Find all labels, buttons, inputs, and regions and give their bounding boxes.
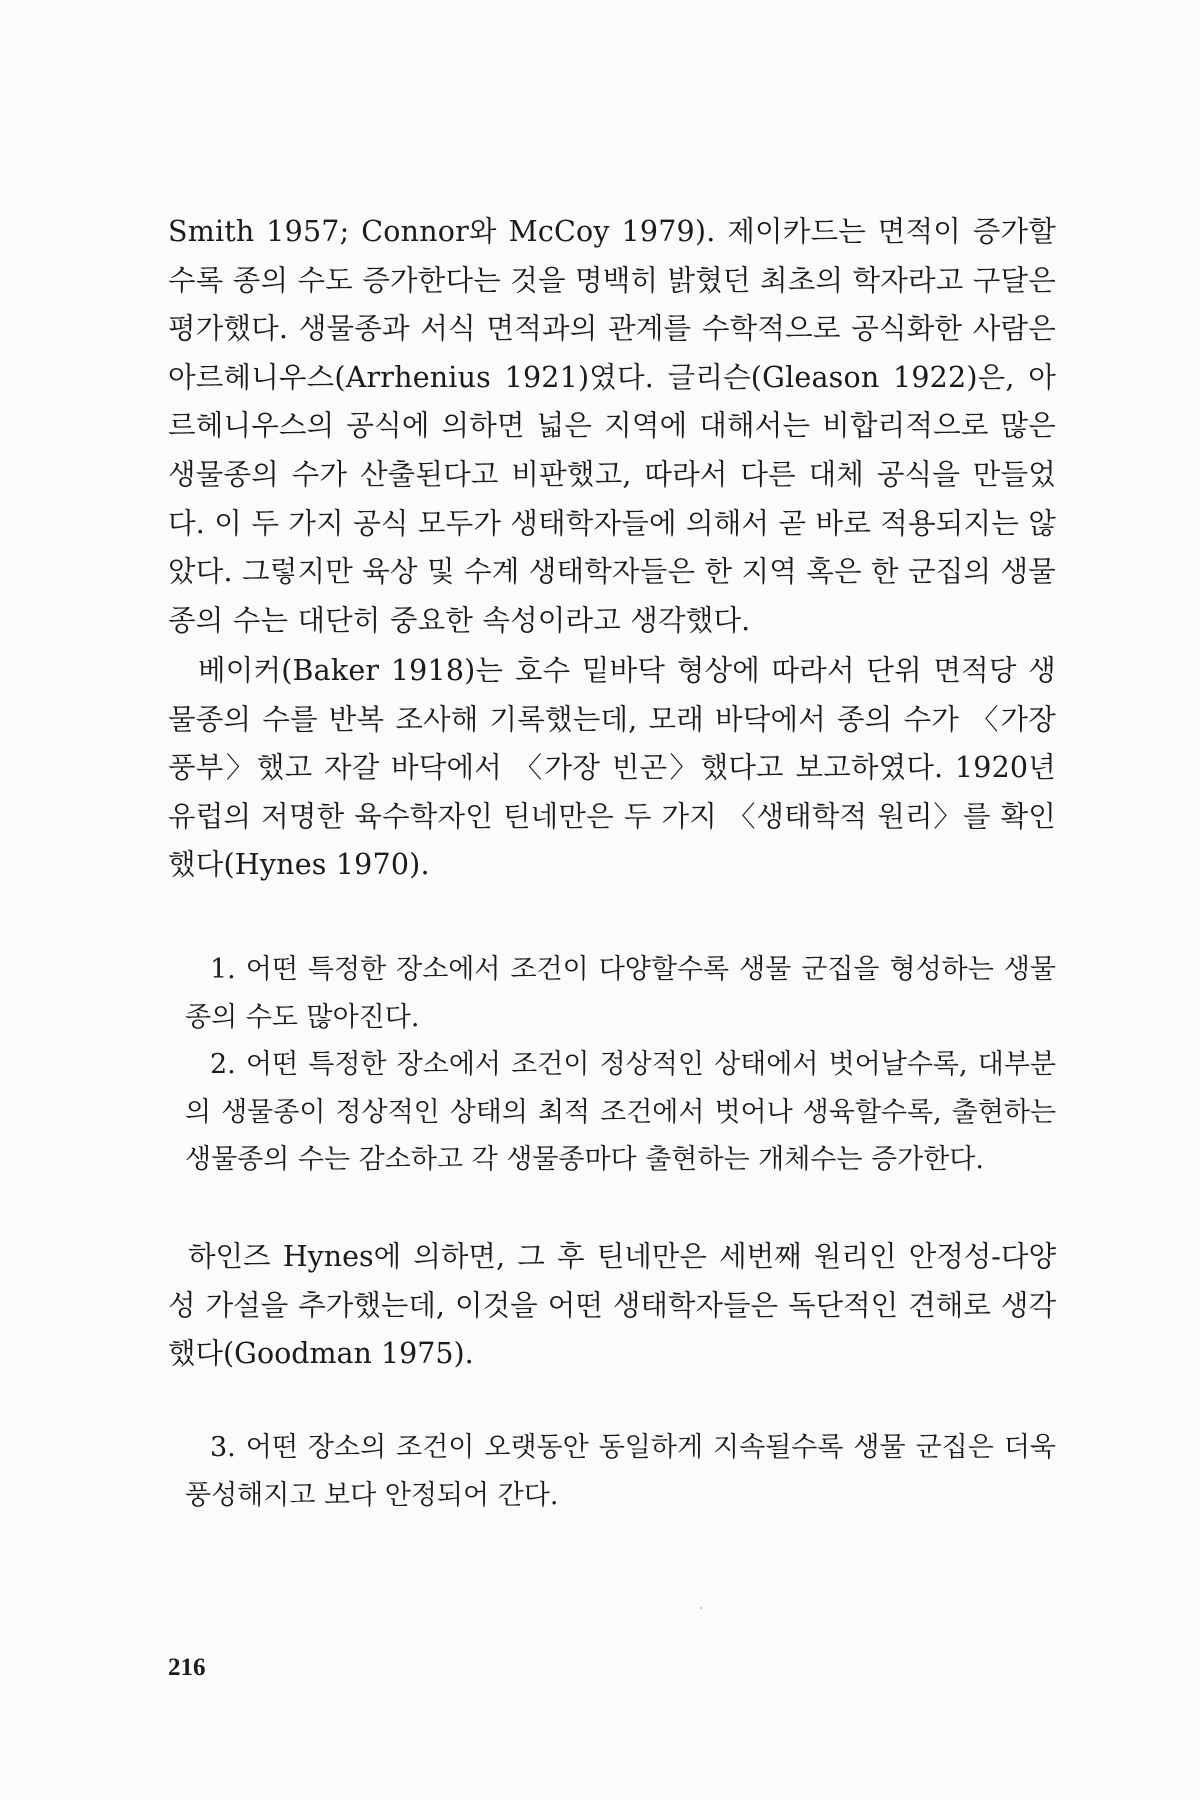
paragraph-1-text: Smith 1957; Connor와 McCoy 1979). 제이카드는 면적이 증가할수록 종의 수도 증가한다는 것을 명백히 밝혔던 최초의 학자라고 구달은 평가했다. 생물종과 서식 면적과의 관계를 수학적으로 공식화한 사람은 아르헤니우스(Arrhenius 1921)였다. 글리슨(Gleason 1922)은, 아르헤니우스의 공식에 의하면 넓은 지역에 대해서는 비합리적으로 많은 생물종의 수가 산출된다고 비판했고, 따라서 다른 대체 공식을 만들었다. 이 두 가지 공식 모두가 생태학자들에 의해서 곧 바로 적용되지는 않았다. 그렇지만 육상 및 수계 생태학자들은 한 지역 혹은 한 군집의 생물종의 수는 대단히 중요한 속성이라고 생각했다.	[168, 215, 1056, 637]
principles-list-2	[185, 1424, 1056, 1519]
page-number: 216	[168, 1654, 206, 1681]
list-item-1: 1. 어떤 특정한 장소에서 조건이 다양할수록 생물 군집을 형성하는 생물종의 수도 많아진다.	[185, 954, 1056, 1033]
list-item-3: 3. 어떤 장소의 조건이 오랫동안 동일하게 지속될수록 생물 군집은 더욱 풍성해지고 보다 안정되어 간다.	[185, 1432, 1056, 1511]
paragraph-2-text: 베이커(Baker 1918)는 호수 밑바닥 형상에 따라서 단위 면적당 생물종의 수를 반복 조사해 기록했는데, 모래 바닥에서 종의 수가 〈가장 풍부〉했고 자갈 바닥에서 〈가장 빈곤〉했다고 보고하였다. 1920년 유럽의 저명한 육수학자인 틴네만은 두 가지 〈생태학적 원리〉를 확인했다(Hynes 1970).	[168, 654, 1056, 882]
list-item-2: 2. 어떤 특정한 장소에서 조건이 정상적인 상태에서 벗어날수록, 대부분의 생물종이 정상적인 상태의 최적 조건에서 벗어나 생육할수록, 출현하는 생물종의 수는 감소하고 각 생물종마다 출현하는 개체수는 증가한다.	[185, 1049, 1056, 1175]
scan-speck	[700, 1607, 702, 1609]
paragraph-2	[168, 647, 1056, 890]
paragraph-1	[168, 208, 1056, 645]
paragraph-3-text: 하인즈 Hynes에 의하면, 그 후 틴네만은 세번째 원리인 안정성-다양성 가설을 추가했는데, 이것을 어떤 생태학자들은 독단적인 견해로 생각했다(Goodman 1975).	[168, 1240, 1056, 1371]
principles-list-1	[185, 946, 1056, 1184]
paragraph-3	[168, 1233, 1056, 1379]
